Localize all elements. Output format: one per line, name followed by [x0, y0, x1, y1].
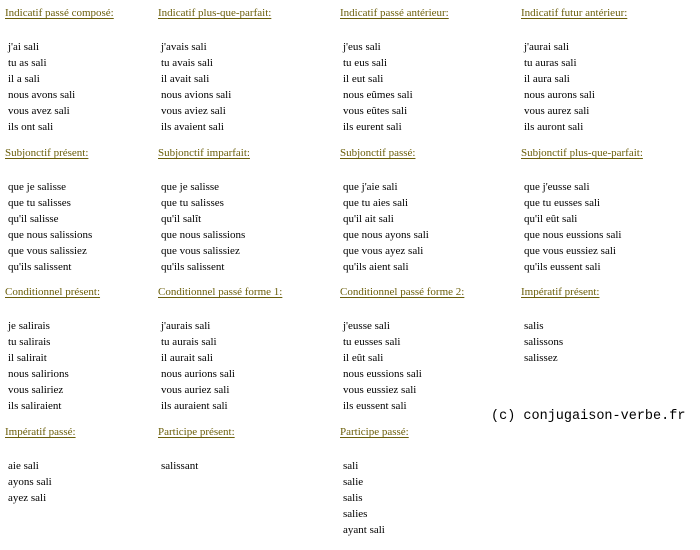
tense-heading: Subjonctif passé: — [340, 147, 416, 159]
tense-heading: Participe passé: — [340, 426, 409, 438]
conjugated-form: tu eusses sali — [343, 336, 401, 348]
conjugated-form: que nous salissions — [161, 229, 246, 241]
conjugated-form: salis — [524, 320, 544, 332]
conjugation-list — [521, 179, 643, 275]
conjugation-list — [158, 179, 250, 275]
conjugated-form: salie — [343, 476, 364, 488]
conjugated-form: nous eûmes sali — [343, 89, 413, 101]
conjugated-form: j'ai sali — [8, 41, 40, 53]
conjugated-form: ils saliraient — [8, 400, 62, 412]
conjugated-form: il aura sali — [524, 73, 570, 85]
conjugated-form: vous avez sali — [8, 105, 70, 117]
conjugated-form: qu'ils aient sali — [343, 261, 409, 273]
conjugated-form: ils eurent sali — [343, 121, 402, 133]
conjugated-form: salies — [343, 508, 368, 520]
conjugated-form: il a sali — [8, 73, 40, 85]
conjugated-form: ils ont sali — [8, 121, 54, 133]
conjugation-list — [340, 458, 409, 538]
conjugated-form: nous aurions sali — [161, 368, 235, 380]
conjugated-form: j'aurai sali — [524, 41, 570, 53]
conjugated-form: vous auriez sali — [161, 384, 230, 396]
conjugated-form: que tu salisses — [8, 197, 71, 209]
conjugated-form: tu avais sali — [161, 57, 213, 69]
conjugated-form: que j'aie sali — [343, 181, 398, 193]
conjugation-list — [158, 458, 235, 474]
conjugated-form: il avait sali — [161, 73, 210, 85]
tense-block-indicatif-passe-anterieur — [340, 7, 449, 135]
tense-block-imperatif-passe — [5, 426, 76, 506]
conjugation-list — [5, 318, 100, 414]
conjugated-form: tu salirais — [8, 336, 51, 348]
conjugated-form: que tu aies sali — [343, 197, 409, 209]
conjugated-form: sali — [343, 460, 359, 472]
conjugated-form: qu'il ait sali — [343, 213, 394, 225]
conjugated-form: vous aviez sali — [161, 105, 226, 117]
conjugated-form: nous eussions sali — [343, 368, 422, 380]
conjugated-form: j'aurais sali — [161, 320, 211, 332]
tense-block-participe-passe — [340, 426, 409, 538]
tense-heading: Indicatif plus-que-parfait: — [158, 7, 272, 19]
conjugated-form: que vous ayez sali — [343, 245, 424, 257]
conjugated-form: vous eussiez sali — [343, 384, 417, 396]
conjugated-form: qu'ils salissent — [161, 261, 225, 273]
conjugated-form: que nous eussions sali — [524, 229, 622, 241]
tense-block-subjonctif-plus-que-parfait — [521, 147, 643, 275]
conjugation-list — [5, 179, 92, 275]
conjugated-form: que tu salisses — [161, 197, 224, 209]
conjugated-form: qu'ils eussent sali — [524, 261, 601, 273]
conjugated-form: que je salisse — [8, 181, 67, 193]
conjugated-form: que vous eussiez sali — [524, 245, 616, 257]
tense-block-imperatif-present — [521, 286, 600, 366]
copyright-watermark: (c) conjugaison-verbe.fr — [491, 409, 686, 424]
conjugated-form: que nous salissions — [8, 229, 93, 241]
tense-block-conditionnel-present — [5, 286, 100, 414]
tense-heading: Conditionnel passé forme 2: — [340, 286, 465, 298]
tense-heading: Impératif présent: — [521, 286, 600, 298]
tense-block-indicatif-futur-anterieur — [521, 7, 627, 135]
conjugated-form: j'eusse sali — [343, 320, 390, 332]
conjugation-list — [340, 318, 464, 414]
conjugated-form: tu eus sali — [343, 57, 387, 69]
conjugated-form: ayant sali — [343, 524, 385, 536]
conjugation-list — [340, 179, 429, 275]
conjugated-form: vous saliriez — [8, 384, 64, 396]
tense-heading: Indicatif passé composé: — [5, 7, 114, 19]
tense-heading: Impératif passé: — [5, 426, 76, 438]
tense-heading: Subjonctif plus-que-parfait: — [521, 147, 643, 159]
conjugation-list — [5, 458, 76, 506]
conjugation-list — [158, 39, 271, 135]
conjugated-form: salissant — [161, 460, 199, 472]
tense-block-subjonctif-passe — [340, 147, 429, 275]
conjugated-form: que vous salissiez — [8, 245, 87, 257]
conjugated-form: tu aurais sali — [161, 336, 217, 348]
conjugated-form: il eût sali — [343, 352, 384, 364]
conjugated-form: nous avions sali — [161, 89, 232, 101]
tense-heading: Participe présent: — [158, 426, 235, 438]
tense-heading: Subjonctif imparfait: — [158, 147, 250, 159]
conjugated-form: ayons sali — [8, 476, 52, 488]
conjugated-form: ils auraient sali — [161, 400, 228, 412]
conjugated-form: nous avons sali — [8, 89, 76, 101]
conjugated-form: vous eûtes sali — [343, 105, 408, 117]
conjugated-form: je salirais — [8, 320, 50, 332]
conjugated-form: qu'il salît — [161, 213, 202, 225]
conjugated-form: vous aurez sali — [524, 105, 590, 117]
conjugation-list — [521, 39, 627, 135]
tense-heading: Conditionnel passé forme 1: — [158, 286, 283, 298]
conjugated-form: salis — [343, 492, 363, 504]
conjugated-form: que vous salissiez — [161, 245, 240, 257]
conjugated-form: salissez — [524, 352, 558, 364]
tense-block-indicatif-plus-que-parfait — [158, 7, 271, 135]
tense-heading: Indicatif futur antérieur: — [521, 7, 628, 19]
conjugated-form: il aurait sali — [161, 352, 213, 364]
tense-heading: Indicatif passé antérieur: — [340, 7, 449, 19]
conjugation-list — [521, 318, 600, 366]
conjugated-form: qu'il salisse — [8, 213, 59, 225]
conjugated-form: ils auront sali — [524, 121, 584, 133]
conjugation-list — [340, 39, 449, 135]
conjugated-form: il salirait — [8, 352, 47, 364]
conjugated-form: qu'il eût sali — [524, 213, 578, 225]
conjugated-form: qu'ils salissent — [8, 261, 72, 273]
tense-block-conditionnel-passe-forme-2 — [340, 286, 464, 414]
tense-block-conditionnel-passe-forme-1 — [158, 286, 282, 414]
conjugated-form: tu as sali — [8, 57, 47, 69]
conjugated-form: tu auras sali — [524, 57, 577, 69]
conjugated-form: que j'eusse sali — [524, 181, 590, 193]
conjugated-form: ayez sali — [8, 492, 47, 504]
conjugated-form: aie sali — [8, 460, 39, 472]
conjugated-form: ils avaient sali — [161, 121, 224, 133]
conjugation-list — [158, 318, 282, 414]
conjugated-form: que nous ayons sali — [343, 229, 429, 241]
conjugated-form: nous salirions — [8, 368, 69, 380]
conjugated-form: j'eus sali — [343, 41, 381, 53]
tense-block-subjonctif-present — [5, 147, 92, 275]
conjugated-form: ils eussent sali — [343, 400, 407, 412]
conjugated-form: que je salisse — [161, 181, 220, 193]
conjugated-form: nous aurons sali — [524, 89, 595, 101]
tense-heading: Conditionnel présent: — [5, 286, 101, 298]
tense-block-indicatif-passe-compose — [5, 7, 114, 135]
conjugated-form: que tu eusses sali — [524, 197, 601, 209]
conjugated-form: salissons — [524, 336, 564, 348]
conjugated-form: il eut sali — [343, 73, 384, 85]
conjugation-list — [5, 39, 114, 135]
tense-heading: Subjonctif présent: — [5, 147, 89, 159]
tense-block-subjonctif-imparfait — [158, 147, 250, 275]
tense-block-participe-present — [158, 426, 235, 474]
conjugated-form: j'avais sali — [161, 41, 207, 53]
